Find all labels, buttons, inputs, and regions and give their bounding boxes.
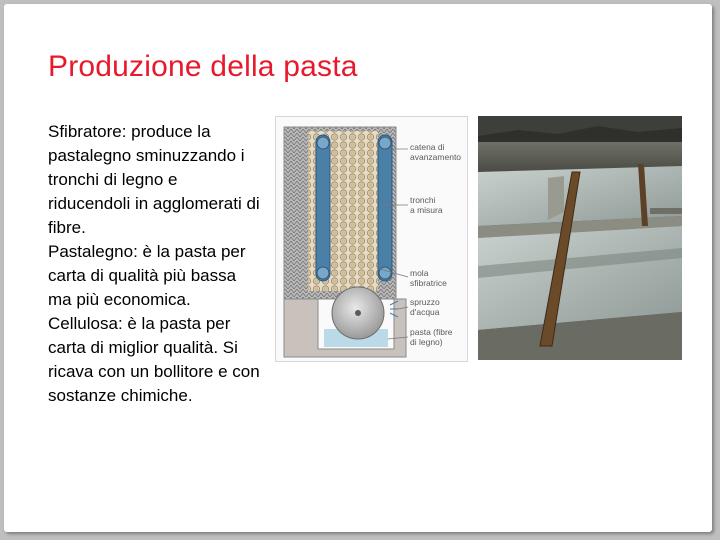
term-pastalegno: Pastalegno [48, 242, 134, 261]
term-sfibratore: Sfibratore [48, 122, 122, 141]
grinder-diagram [275, 116, 468, 362]
slide-body [48, 120, 264, 408]
text-cellulosa: : è la pasta per carta di miglior qualità. Si ricava con un bollitore e con sostanze chimiche. [48, 314, 260, 405]
label-tronchi-line2: a misura [410, 205, 443, 215]
paragraph-pastalegno [48, 240, 264, 312]
label-mola-line1: mola [410, 268, 429, 278]
pulp-tank-photo [478, 116, 682, 360]
paragraph-sfibratore [48, 120, 264, 240]
label-catena-line2: avanzamento [410, 152, 462, 162]
label-mola-line2: sfibratrice [410, 278, 447, 288]
label-pasta-line1: pasta (fibre [410, 327, 453, 337]
text-pastalegno: : è la pasta per carta di qualità più bassa ma più economica. [48, 242, 246, 309]
label-spruzzo-line2: d'acqua [410, 307, 440, 317]
term-cellulosa: Cellulosa [48, 314, 118, 333]
slide [4, 4, 712, 532]
label-catena-line1: catena di [410, 142, 445, 152]
label-tronchi-line1: tronchi [410, 195, 436, 205]
paragraph-cellulosa [48, 312, 264, 408]
slide-title: Produzione della pasta [48, 50, 358, 83]
label-spruzzo-line1: spruzzo [410, 297, 440, 307]
text-sfibratore: : produce la pastalegno sminuzzando i tronchi di legno e riducendoli in agglomerati di fibre. [48, 122, 260, 237]
label-pasta-line2: di legno) [410, 337, 443, 347]
